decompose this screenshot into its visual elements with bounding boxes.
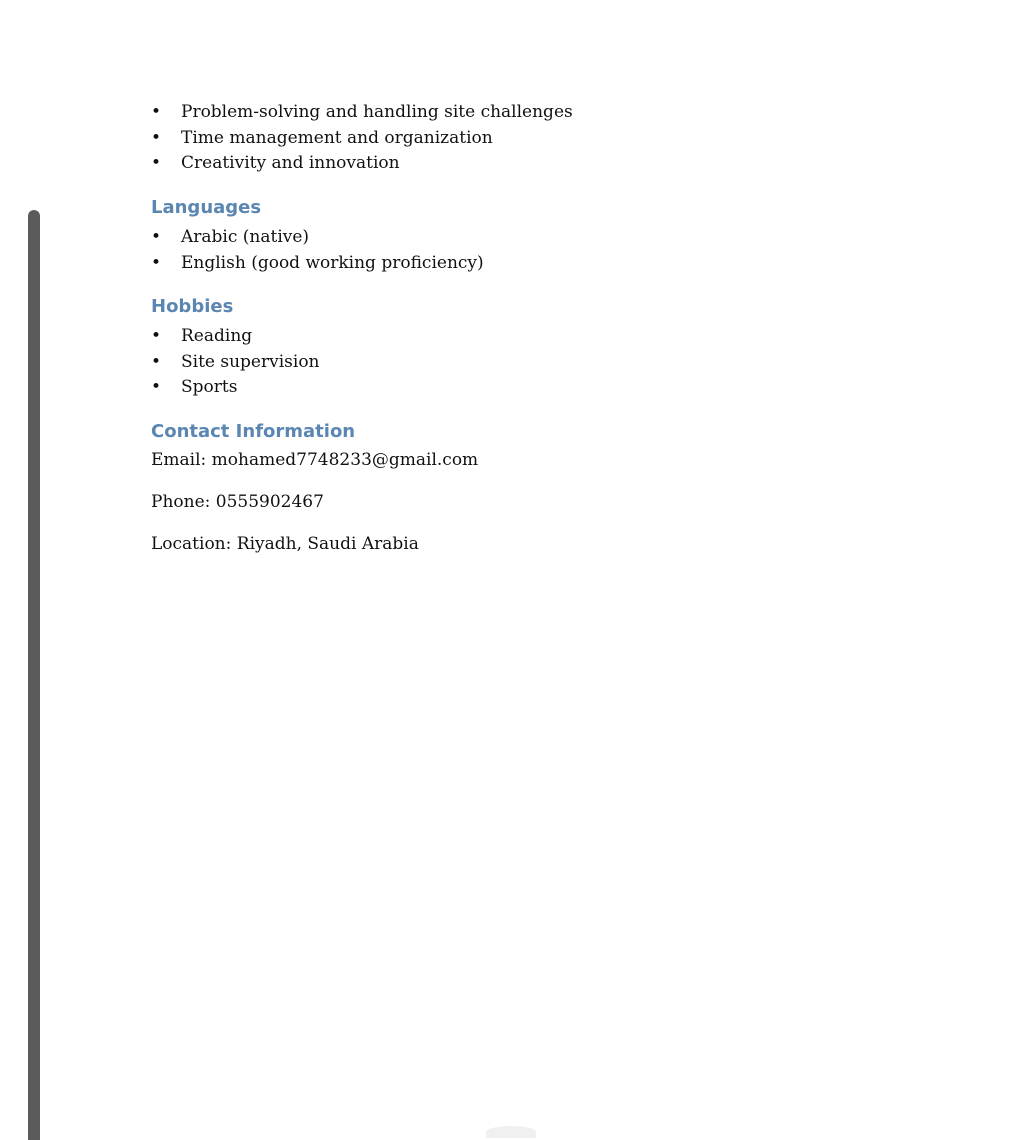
languages-heading: Languages	[151, 197, 262, 218]
list-item: • Time management and organization	[151, 126, 573, 152]
hobbies-heading: Hobbies	[151, 296, 234, 317]
languages-list	[151, 225, 484, 276]
contact-heading: Contact Information	[151, 421, 356, 442]
contact-phone: Phone: 0555902467	[151, 492, 324, 512]
bullet-icon: •	[151, 127, 162, 148]
list-item: • Arabic (native)	[151, 225, 484, 251]
list-item: • Reading	[151, 324, 320, 350]
list-item: • Sports	[151, 375, 320, 401]
bullet-icon: •	[151, 102, 162, 122]
page-edge-shadow	[486, 1126, 536, 1138]
bullet-icon: •	[151, 252, 162, 273]
vertical-scrollbar[interactable]	[28, 210, 40, 1140]
bullet-icon: •	[151, 377, 162, 398]
bullet-icon: •	[151, 351, 162, 372]
contact-location: Location: Riyadh, Saudi Arabia	[151, 534, 419, 554]
list-item: • Creativity and innovation	[151, 151, 573, 177]
bullet-icon: •	[151, 227, 162, 247]
skills-list	[151, 100, 573, 177]
list-item: • English (good working proficiency)	[151, 251, 484, 277]
bullet-icon: •	[151, 326, 162, 346]
hobbies-list	[151, 324, 320, 401]
contact-email: Email: mohamed7748233@gmail.com	[151, 450, 479, 470]
bullet-icon: •	[151, 153, 162, 174]
list-item: • Problem-solving and handling site challenges	[151, 100, 573, 126]
list-item: • Site supervision	[151, 350, 320, 376]
